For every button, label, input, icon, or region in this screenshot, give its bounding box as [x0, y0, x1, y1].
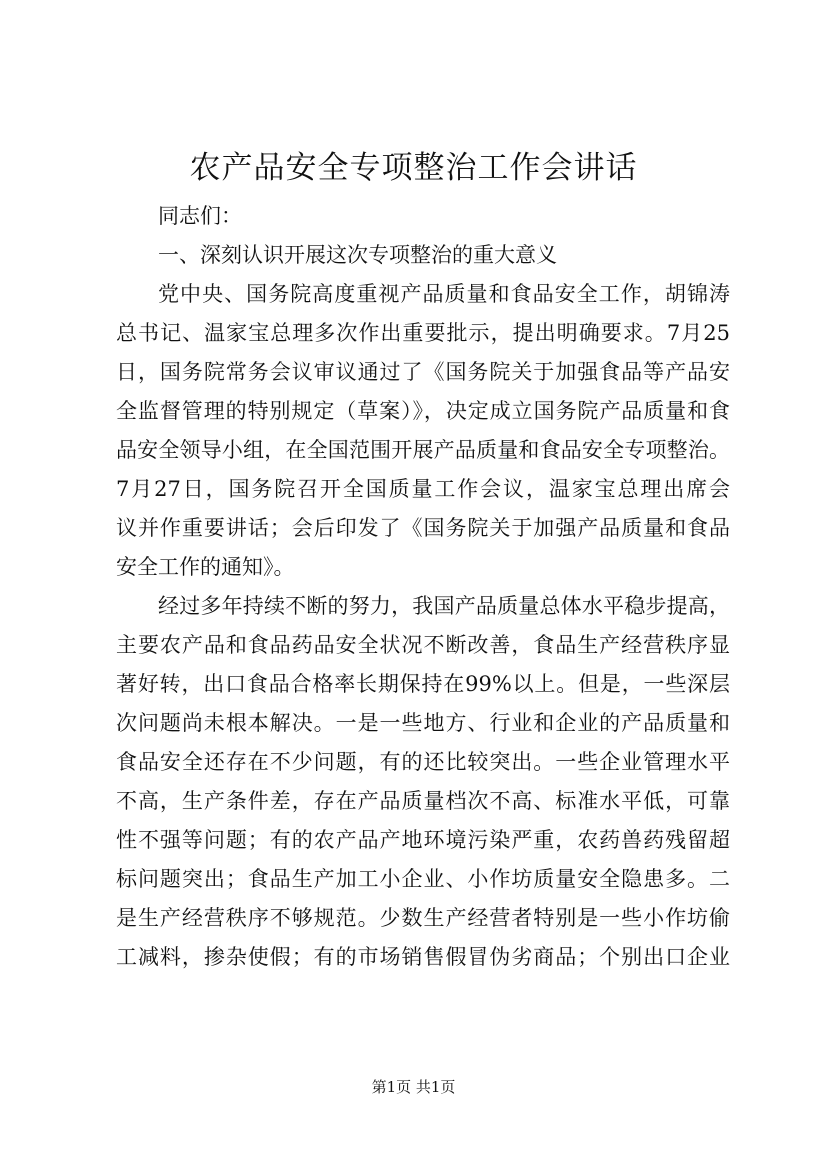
paragraph-1-line-1: 党中央、国务院高度重视产品质量和食品安全工作，胡锦涛 — [158, 282, 730, 306]
paragraph-1-line-2: 总书记、温家宝总理多次作出重要批示，提出明确要求。7月25 — [116, 321, 730, 345]
paragraph-1-line-4: 全监督管理的特别规定（草案）》，决定成立国务院产品质量和食 — [116, 399, 730, 423]
paragraph-1-line-6: 7月27日，国务院召开全国质量工作会议，温家宝总理出席会 — [116, 477, 730, 501]
paragraph-2-line-4: 次问题尚未根本解决。一是一些地方、行业和企业的产品质量和 — [116, 711, 730, 735]
paragraph-2-line-9: 是生产经营秩序不够规范。少数生产经营者特别是一些小作坊偷 — [116, 906, 730, 930]
document-body — [116, 197, 730, 977]
paragraph-1-line-5: 品安全领导小组，在全国范围开展产品质量和食品安全专项整治。 — [116, 438, 730, 462]
paragraph-2-line-8: 标问题突出；食品生产加工小企业、小作坊质量安全隐患多。二 — [116, 867, 730, 891]
paragraph-1-line-8: 安全工作的通知》。 — [116, 555, 295, 579]
page-footer: 第1页 共1页 — [371, 1078, 456, 1096]
paragraph-2-line-1: 经过多年持续不断的努力，我国产品质量总体水平稳步提高， — [158, 594, 730, 618]
section-heading-1: 一、深刻认识开展这次专项整治的重大意义 — [158, 243, 557, 267]
paragraph-2-line-3: 著好转，出口食品合格率长期保持在99%以上。但是，一些深层 — [116, 672, 730, 696]
paragraph-2-line-6: 不高，生产条件差，存在产品质量档次不高、标准水平低，可靠 — [116, 789, 730, 813]
paragraph-1-line-3: 日，国务院常务会议审议通过了《国务院关于加强食品等产品安 — [116, 360, 730, 384]
paragraph-2-line-5: 食品安全还存在不少问题，有的还比较突出。一些企业管理水平 — [116, 750, 730, 774]
salutation-line: 同志们： — [158, 204, 242, 228]
paragraph-1-line-7: 议并作重要讲话；会后印发了《国务院关于加强产品质量和食品 — [116, 516, 730, 540]
paragraph-2-line-7: 性不强等问题；有的农产品产地环境污染严重，农药兽药残留超 — [116, 828, 730, 852]
paragraph-2-line-2: 主要农产品和食品药品安全状况不断改善，食品生产经营秩序显 — [116, 633, 730, 657]
document-title: 农产品安全专项整治工作会讲话 — [189, 150, 638, 186]
paragraph-2-line-10: 工减料，掺杂使假；有的市场销售假冒伪劣商品；个别出口企业 — [116, 945, 730, 969]
